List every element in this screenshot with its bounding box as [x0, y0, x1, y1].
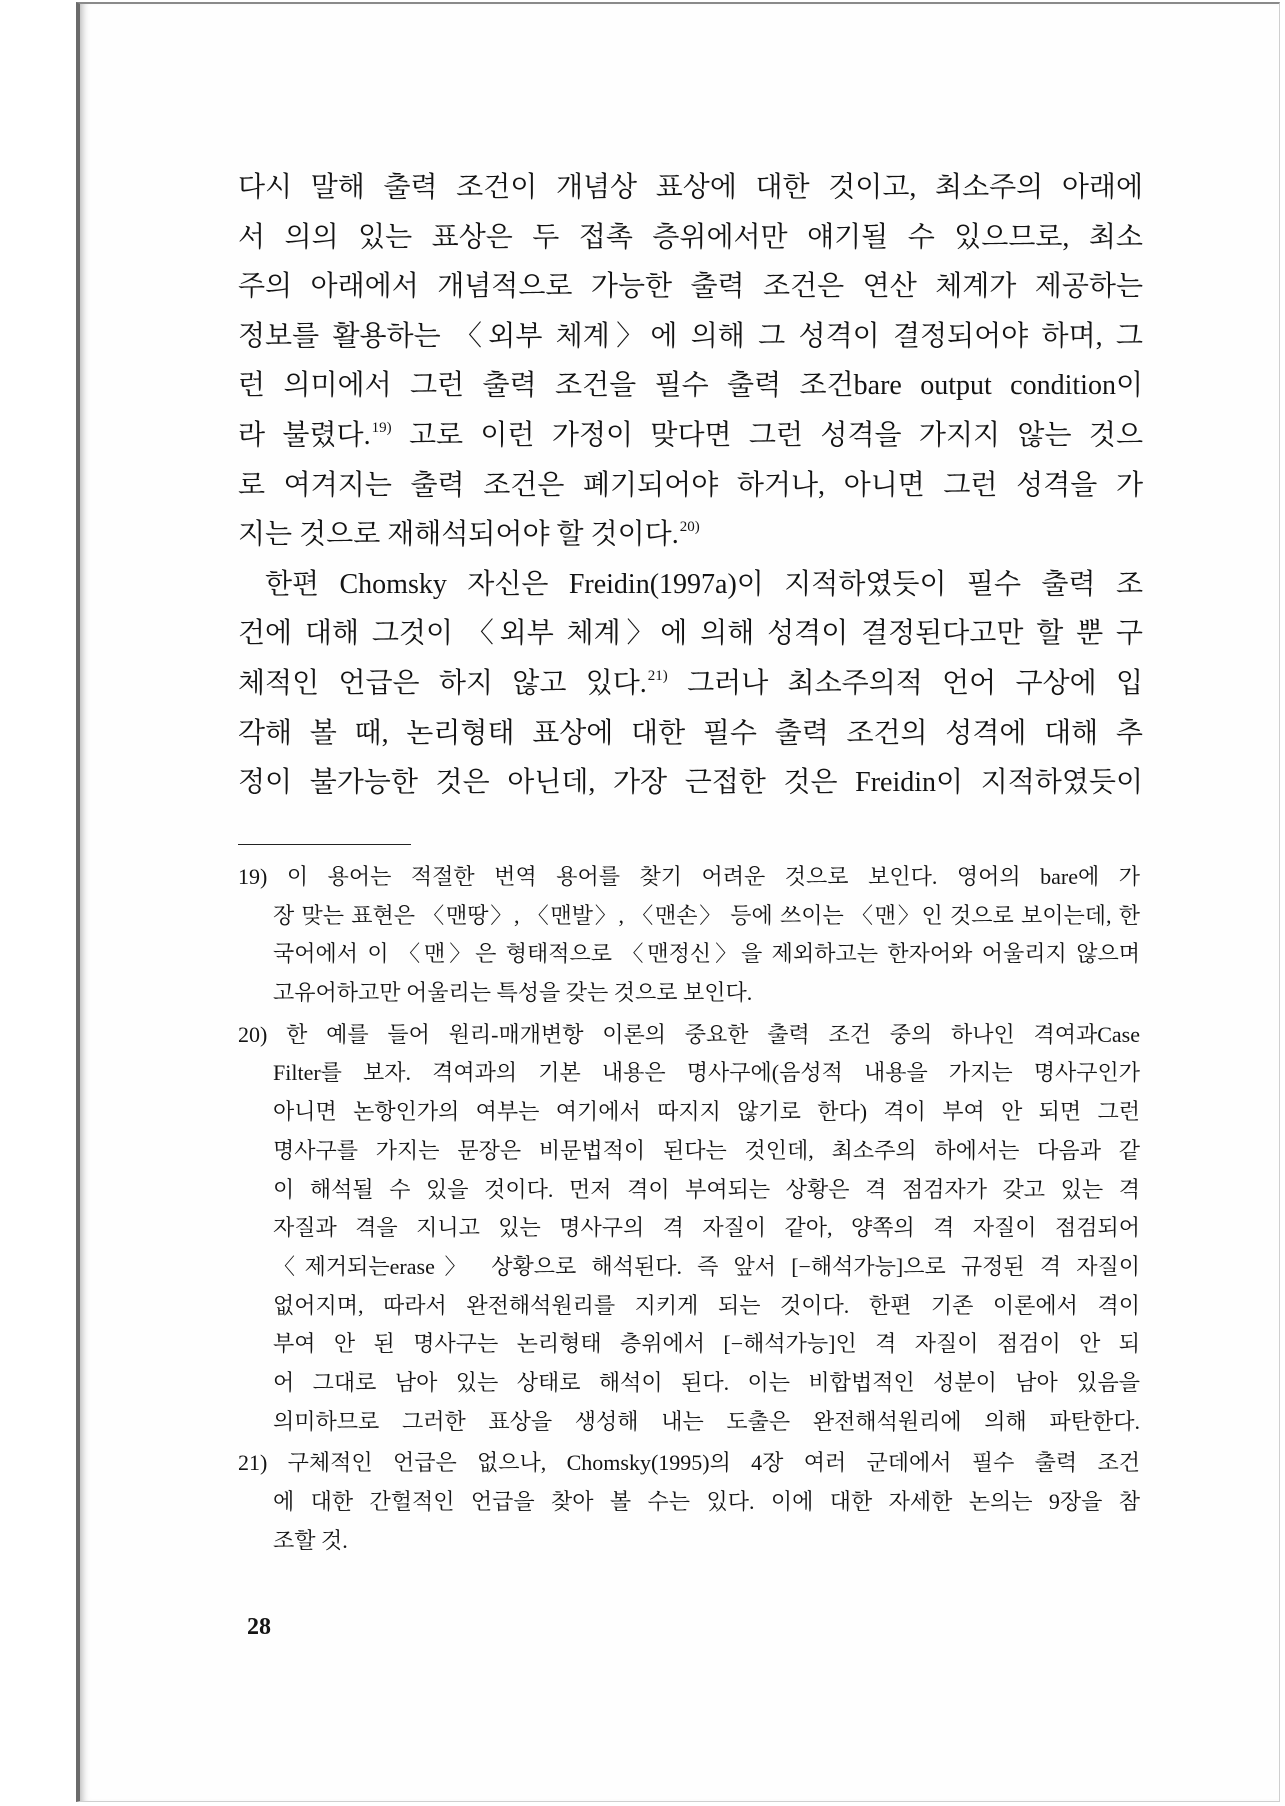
footnote-label: 19) [238, 864, 268, 889]
footnote-text: 이 용어는 적절한 번역 용어를 찾기 어려운 것으로 보인다. 영어의 bare에 가 [286, 864, 1141, 889]
footnote-line: 부여 안 된 명사구는 논리형태 층위에서 [−해석가능]인 격 자질이 점검이 안 되 [273, 1331, 1140, 1357]
footnote-line [238, 1016, 1140, 1055]
body-line: 런 의미에서 그런 출력 조건을 필수 출력 조건bare output condition이 [238, 370, 1143, 402]
footnote-label: 20) [238, 1021, 268, 1047]
footnote-text: 한 예를 들어 원리-매개변항 이론의 중요한 출력 조건 중의 하나인 격여과Case [286, 1021, 1141, 1047]
footnote-label: 21) [238, 1450, 268, 1476]
body-line: 서 의의 있는 표상은 두 접촉 층위에서만 얘기될 수 있으므로, 최소 [238, 221, 1143, 253]
body-line: 정보를 활용하는 〈외부 체계〉에 의해 그 성격이 결정되어야 하며, 그 [238, 320, 1143, 352]
footnote-line: 조할 것. [273, 1527, 348, 1553]
footnote-ref-21: 21) [647, 667, 668, 684]
footnote-line: 자질과 격을 지니고 있는 명사구의 격 자질이 같아, 양쪽의 격 자질이 점검되어 [273, 1215, 1140, 1241]
body-line [238, 411, 1143, 461]
footnote-line: 명사구를 가지는 문장은 비문법적이 된다는 것인데, 최소주의 하에서는 다음과 같 [273, 1137, 1140, 1163]
footnote-line: Filter를 보자. 격여과의 기본 내용은 명사구에(음성적 내용을 가지는 명사구인가 [273, 1060, 1140, 1086]
paragraph-2 [238, 560, 1143, 808]
footnote-separator [238, 844, 411, 845]
body-line: 로 여겨지는 출력 조건은 폐기되어야 하거나, 아니면 그런 성격을 가 [238, 469, 1143, 501]
body-line: 한편 Chomsky 자신은 Freidin(1997a)이 지적하였듯이 필수 출력 조 [265, 568, 1143, 600]
body-line: 주의 아래에서 개념적으로 가능한 출력 조건은 연산 체계가 제공하는 [238, 271, 1143, 303]
footnote-19 [238, 858, 1140, 1013]
footnote-21 [238, 1444, 1140, 1560]
body-line [238, 659, 1143, 709]
footnote-line: 고유어하고만 어울리는 특성을 갖는 것으로 보인다. [273, 980, 753, 1006]
paragraph-1 [238, 163, 1143, 560]
body-text: 고로 이런 가정이 맞다면 그런 성격을 가지지 않는 것으 [391, 419, 1143, 451]
footnote-line: 없어지며, 따라서 완전해석원리를 지키게 되는 것이다. 한편 기존 이론에서 격이 [273, 1292, 1140, 1318]
footnotes [238, 858, 1140, 1560]
main-text [238, 163, 1143, 808]
footnote-20 [238, 1016, 1140, 1442]
body-line: 다시 말해 출력 조건이 개념상 표상에 대한 것이고, 최소주의 아래에 [238, 172, 1143, 203]
footnote-line: 아니면 논항인가의 여부는 여기에서 따지지 않기로 한다) 격이 부여 안 되면 그런 [273, 1099, 1140, 1125]
footnote-line: 〈제거되는erase〉 상황으로 해석된다. 즉 앞서 [−해석가능]으로 규정된 격 자질이 [273, 1253, 1140, 1279]
footnote-line: 의미하므로 그러한 표상을 생성해 내는 도출은 완전해석원리에 의해 파탄한다. [273, 1408, 1140, 1434]
body-text: 라 불렸다. [238, 419, 371, 451]
page-number: 28 [247, 1614, 271, 1640]
body-line [238, 510, 1143, 560]
footnote-line: 장 맞는 표현은 〈맨땅〉, 〈맨발〉, 〈맨손〉 등에 쓰이는 〈맨〉인 것으로 보이는데, 한 [273, 902, 1140, 928]
footnote-line: 어 그대로 남아 있는 상태로 해석이 된다. 이는 비합법적인 성분이 남아 있음을 [273, 1369, 1140, 1395]
body-text: 지는 것으로 재해석되어야 할 것이다. [238, 519, 679, 551]
body-line: 건에 대해 그것이 〈외부 체계〉에 의해 성격이 결정된다고만 할 뿐 구 [238, 618, 1143, 650]
body-line: 정이 불가능한 것은 아닌데, 가장 근접한 것은 Freidin이 지적하였듯이 [238, 767, 1143, 799]
footnote-line: 국어에서 이 〈맨〉은 형태적으로 〈맨정신〉을 제외하고는 한자어와 어울리지 않으며 [273, 941, 1140, 967]
footnote-line: 이 해석될 수 있을 것이다. 먼저 격이 부여되는 상황은 격 점검자가 갖고 있는 격 [273, 1176, 1140, 1202]
body-text: 체적인 언급은 하지 않고 있다. [238, 667, 647, 699]
body-text: 그러나 최소주의적 언어 구상에 입 [667, 667, 1143, 699]
footnote-ref-19: 19) [371, 419, 392, 436]
footnote-ref-20: 20) [679, 519, 700, 536]
footnote-line [238, 1444, 1140, 1483]
footnote-line [238, 858, 1140, 897]
footnote-text: 구체적인 언급은 없으나, Chomsky(1995)의 4장 여러 군데에서 필수 출력 조건 [287, 1450, 1140, 1476]
footnote-line: 에 대한 간헐적인 언급을 찾아 볼 수는 있다. 이에 대한 자세한 논의는 9장을 참 [273, 1489, 1140, 1514]
body-line: 각해 볼 때, 논리형태 표상에 대한 필수 출력 조건의 성격에 대해 추 [238, 717, 1143, 749]
